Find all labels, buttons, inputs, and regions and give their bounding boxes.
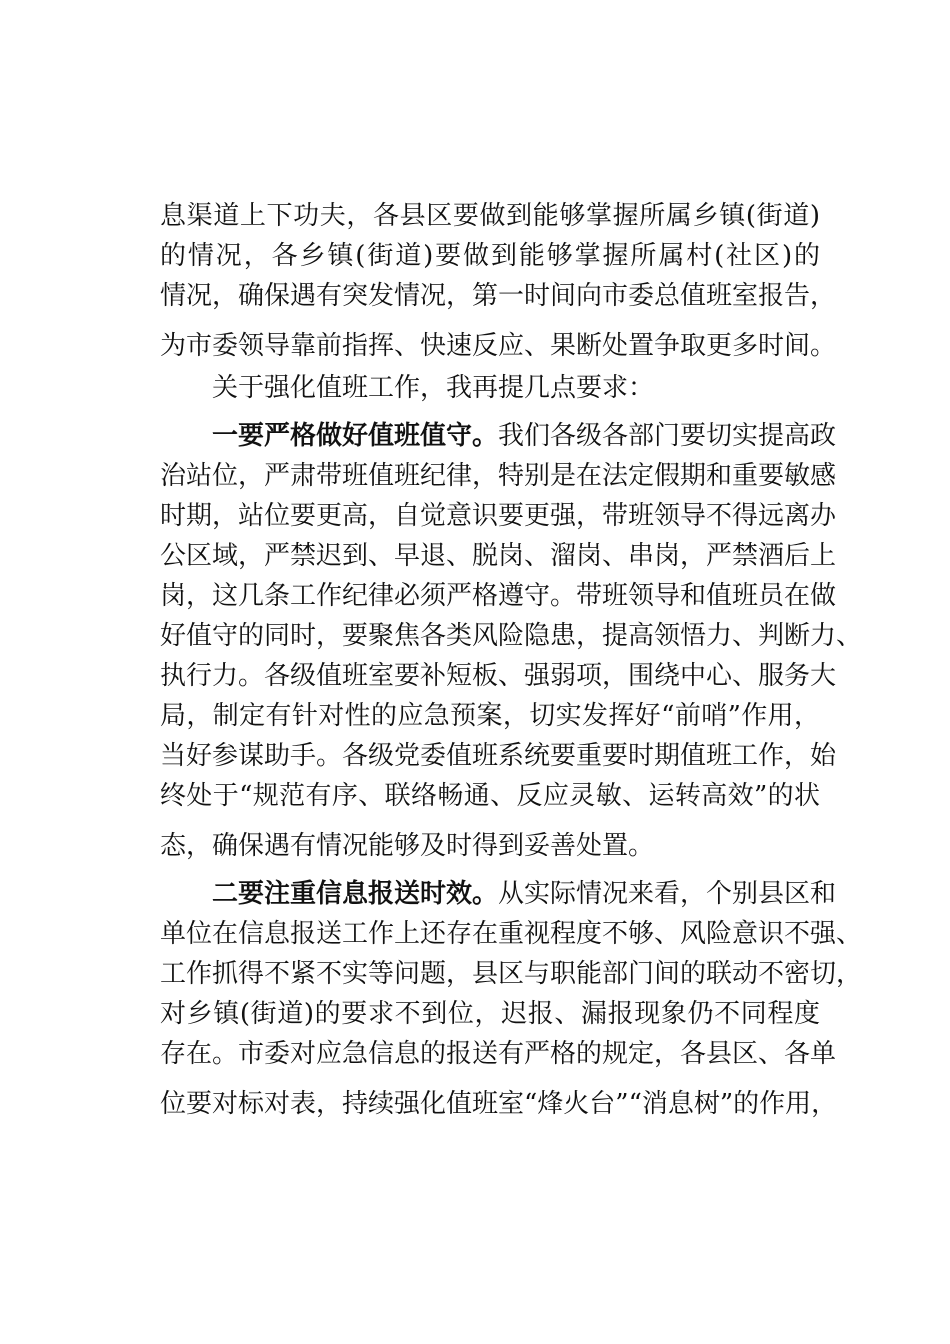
paragraph-line: 工作抓得不紧不实等问题，县区与职能部门间的联动不密切，	[160, 959, 863, 989]
paragraph-line: 时期，站位要更高，自觉意识要更强，带班领导不得远离办	[160, 501, 837, 531]
paragraph-line: 位要对标对表，持续强化值班室“烽火台”“消息树”的作用，	[160, 1089, 838, 1119]
paragraph-line: 态，确保遇有情况能够及时得到妥善处置。	[160, 831, 655, 861]
paragraph-line: 为市委领导靠前指挥、快速反应、果断处置争取更多时间。	[160, 331, 837, 361]
section-heading: 一要严格做好值班值守。	[212, 421, 499, 451]
paragraph-line: 当好参谋助手。各级党委值班系统要重要时期值班工作，始	[160, 741, 837, 771]
paragraph-line: 关于强化值班工作，我再提几点要求：	[212, 373, 655, 403]
paragraph-line: 局，制定有针对性的应急预案，切实发挥好“前哨”作用，	[160, 701, 820, 731]
paragraph-line: 治站位，严肃带班值班纪律，特别是在法定假期和重要敏感	[160, 461, 837, 491]
paragraph-line	[212, 416, 837, 456]
paragraph-line: 终处于“规范有序、联络畅通、反应灵敏、运转高效”的状	[160, 781, 820, 811]
paragraph-line	[212, 874, 837, 914]
paragraph-line: 执行力。各级值班室要补短板、强弱项，围绕中心、服务大	[160, 661, 837, 691]
paragraph-line: 岗，这几条工作纪律必须严格遵守。带班领导和值班员在做	[160, 581, 837, 611]
paragraph-line: 的情况，各乡镇(街道)要做到能够掌握所属村(社区)的	[160, 241, 820, 271]
paragraph-line: 息渠道上下功夫，各县区要做到能够掌握所属乡镇(街道)	[160, 201, 820, 231]
paragraph-line: 情况，确保遇有突发情况，第一时间向市委总值班室报告，	[160, 281, 837, 311]
paragraph-line: 好值守的同时，要聚焦各类风险隐患，提高领悟力、判断力、	[160, 621, 863, 651]
paragraph-text: 从实际情况来看，个别县区和	[498, 879, 837, 909]
paragraph-line: 公区域，严禁迟到、早退、脱岗、溜岗、串岗，严禁酒后上	[160, 541, 837, 571]
paragraph-line: 单位在信息报送工作上还存在重视程度不够、风险意识不强、	[160, 919, 863, 949]
paragraph-line: 存在。市委对应急信息的报送有严格的规定，各县区、各单	[160, 1039, 837, 1069]
section-heading: 二要注重信息报送时效。	[212, 879, 499, 909]
paragraph-line: 对乡镇(街道)的要求不到位，迟报、漏报现象仍不同程度	[160, 999, 820, 1029]
paragraph-text: 我们各级各部门要切实提高政	[498, 421, 837, 451]
